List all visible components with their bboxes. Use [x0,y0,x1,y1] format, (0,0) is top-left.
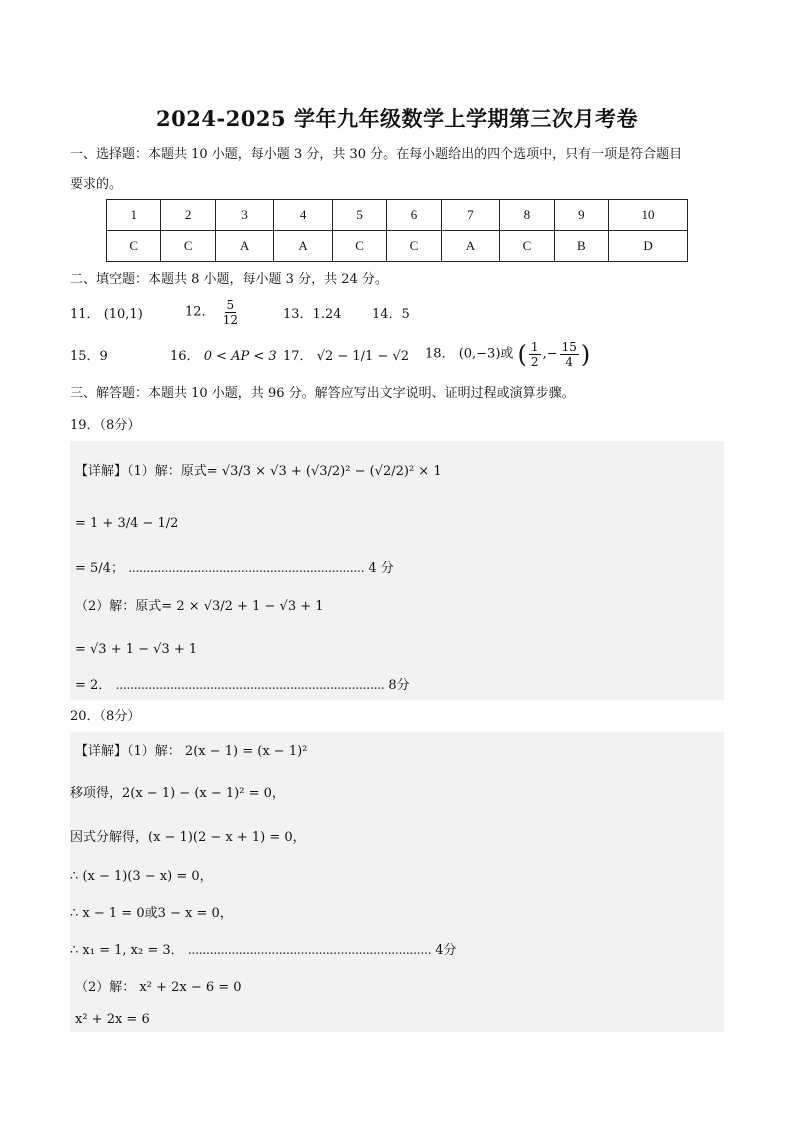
section1-header: 一、选择题：本题共 10 小题，每小题 3 分，共 30 分。在每小题给出的四个选项中，只有一项是符合题目 [70,147,683,162]
solution-label: （2）解： [75,980,136,995]
table-cell: A [274,231,332,262]
q20-line-5: ∴ x − 1 = 0或3 − x = 0， [70,906,233,921]
fill-answer-17 [283,348,409,366]
table-cell: D [609,231,688,262]
question-number: 11． [70,307,100,322]
table-cell: C [161,231,215,262]
table-cell: A [215,231,273,262]
table-cell: 10 [609,200,688,231]
dot-leader: ................................................................... [187,943,432,958]
math-expression: x² + 2x − 6 = 0 [139,980,242,995]
q20-line-2: 移项得，2(x − 1) − (x − 1)² = 0， [70,786,285,801]
answer-value: (10,1) [103,307,143,322]
table-cell: 9 [554,200,608,231]
score: 4分 [435,943,457,958]
table-cell: C [107,231,161,262]
question-20-title: 20．（8分） [70,709,141,724]
question-number: 17． [283,349,313,364]
math-expression: ∴ x₁ = 1, x₂ = 3． [70,943,184,958]
dot-leader: ................................................................. [128,561,365,576]
math-expression: 2(x − 1) = (x − 1)² [184,744,308,759]
q20-line-6 [70,942,457,960]
section3-header: 三、解答题：本题共 10 小题，共 96 分。解答应写出文字说明、证明过程或演算步骤。 [70,386,575,401]
section1-header-cont: 要求的。 [70,177,123,192]
table-cell: A [441,231,499,262]
q20-line-4: ∴ (x − 1)(3 − x) = 0， [70,869,213,884]
table-cell: 3 [215,200,273,231]
fraction [560,340,579,369]
paren-close: ) [580,340,591,369]
q20-line-8: x² + 2x = 6 [75,1012,150,1027]
table-cell: 8 [500,200,554,231]
answer-value: 0 < AP < 3 [203,349,277,364]
numerator: 15 [561,340,577,354]
q19-line-3 [75,560,394,578]
section2-header: 二、填空题：本题共 8 小题，每小题 3 分，共 24 分。 [70,272,388,287]
question-number: 18． [425,346,455,362]
math-expression: 2 × √3/2 + 1 − √3 + 1 [176,599,324,614]
table-cell: B [554,231,608,262]
denominator: 4 [565,355,574,369]
question-number: 12． [185,304,215,320]
score: 8分 [388,678,410,693]
table-cell: 2 [161,200,215,231]
question-number: 16． [170,349,200,364]
fill-answer-14: 14．5 [372,307,410,322]
q20-line-7 [75,979,242,997]
answer-table [106,199,688,262]
q19-line-1 [75,463,442,481]
table-cell: 5 [332,200,386,231]
fraction [529,340,541,369]
math-expression: = 2． [75,678,112,693]
fill-answer-18 [425,340,590,369]
answer-table-answer-row [107,231,688,262]
fill-answer-13: 13．1.24 [283,307,342,322]
score: 4 分 [368,561,394,576]
solution-label: 【详解】（1）解： [75,744,181,759]
fill-answer-12 [185,298,242,327]
table-cell: 4 [274,200,332,231]
denominator: 12 [222,313,238,327]
fill-answer-16 [170,348,277,366]
dot-leader: .......................................................................... [115,678,385,693]
table-cell: 1 [107,200,161,231]
numerator: 5 [226,298,235,312]
q19-line-5: = √3 + 1 − √3 + 1 [75,642,198,657]
fill-answer-15: 15．9 [70,349,108,364]
paren-open: ( [517,340,527,369]
answer-table-number-row [107,200,688,231]
fraction [221,298,240,327]
q19-line-2: = 1 + 3/4 − 1/2 [75,516,179,531]
comma: ,− [542,346,558,362]
math-expression: = 5/4； [75,561,124,576]
table-cell: C [500,231,554,262]
q19-line-6 [75,677,410,695]
fill-answer-11 [70,306,143,324]
answer-value: (0,−3)或 [458,346,514,362]
table-cell: C [332,231,386,262]
table-cell: 7 [441,200,499,231]
q19-line-4 [75,598,324,616]
math-expression: √3/3 × √3 + (√3/2)² − (√2/2)² × 1 [221,464,442,479]
table-cell: C [387,231,441,262]
table-cell: 6 [387,200,441,231]
solution-label: 【详解】（1）解：原式= [75,464,218,479]
q20-line-1 [75,743,307,761]
numerator: 1 [530,340,539,354]
question-19-title: 19．（8分） [70,418,141,433]
answer-value: √2 − 1/1 − √2 [316,349,410,364]
denominator: 2 [530,355,539,369]
page-title: 2024-2025 学年九年级数学上学期第三次月考卷 [156,106,638,131]
q20-line-3: 因式分解得，(x − 1)(2 − x + 1) = 0， [70,830,306,845]
solution-label: （2）解：原式= [75,599,173,614]
